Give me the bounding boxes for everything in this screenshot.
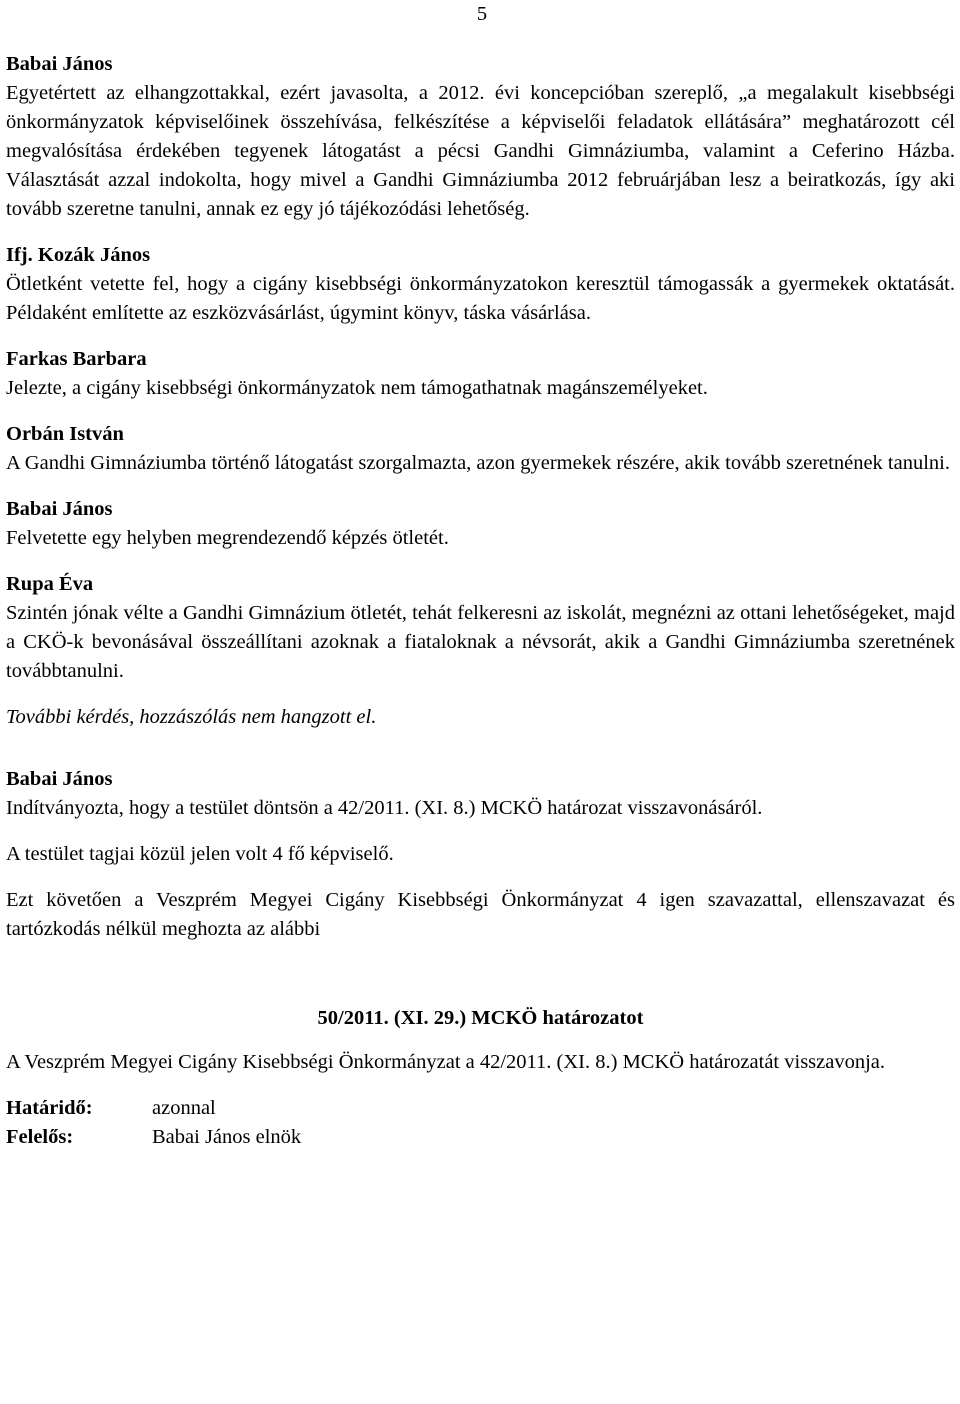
resolution-title: 50/2011. (XI. 29.) MCKÖ határozatot <box>317 1007 644 1029</box>
speaker-name: Babai János <box>6 498 113 520</box>
speech-babai-1 <box>6 50 955 224</box>
speech-babai-2 <box>6 495 955 553</box>
vote-text: Ezt követően a Veszprém Megyei Cigány Kisebbségi Önkormányzat 4 igen szavazattal, ellenszavazat és tartózkodás nélkül meghozta az alábbi <box>6 889 955 940</box>
speaker-name: Ifj. Kozák János <box>6 244 151 266</box>
resolution-text: A Veszprém Megyei Cigány Kisebbségi Önkormányzat a 42/2011. (XI. 8.) MCKÖ határozatát visszavonja. <box>6 1051 886 1073</box>
closing-note-text: További kérdés, hozzászólás nem hangzott el. <box>6 706 377 728</box>
speech-text: Egyetértett az elhangzottakkal, ezért javasolta, a 2012. évi koncepcióban szereplő, „a megalakult kisebbségi önkormányzatok képviselőinek összehívása, felkészítése a képviselői feladatok ellátására” meghatározott cél megvalósítása érdekében tegyenek látogatást a pécsi Gandhi Gimnáziumba, valamint a Ceferino Házba. Választását azzal indokolta, hogy mivel a Gandhi Gimnáziumba 2012 februárjában lesz a beiratkozás, így aki tovább szeretne tanulni, annak ez egy jó tájékozódási lehetőség. <box>6 82 955 220</box>
speaker-name: Babai János <box>6 768 113 790</box>
speech-text: Ötletként vetette fel, hogy a cigány kisebbségi önkormányzatokon keresztül támogassák a gyermekek oktatását. Példaként említette az eszközvásárlást, úgymint könyv, táska vásárlása. <box>6 273 955 324</box>
responsible-label: Felelős: <box>6 1126 74 1148</box>
deadline-label: Határidő: <box>6 1097 93 1119</box>
attendance <box>6 840 955 869</box>
responsible-row <box>6 1123 955 1152</box>
speaker-name: Rupa Éva <box>6 573 94 595</box>
closing-note <box>6 703 955 732</box>
speaker-name: Orbán István <box>6 423 124 445</box>
speech-orban <box>6 420 955 478</box>
deadline-value: azonnal <box>152 1097 216 1119</box>
speech-kozak <box>6 241 955 328</box>
deadline-row <box>6 1094 955 1123</box>
speech-text: Jelezte, a cigány kisebbségi önkormányzatok nem támogathatnak magánszemélyeket. <box>6 377 708 399</box>
document-body <box>6 50 955 1152</box>
vote <box>6 886 955 944</box>
speaker-name: Farkas Barbara <box>6 348 147 370</box>
attendance-text: A testület tagjai közül jelen volt 4 fő képviselő. <box>6 843 394 865</box>
speech-text: Felvetette egy helyben megrendezendő képzés ötletét. <box>6 527 449 549</box>
speech-rupa <box>6 570 955 686</box>
resolution-body <box>6 1048 955 1077</box>
speech-text: A Gandhi Gimnáziumba történő látogatást szorgalmazta, azon gyermekek részére, akik tovább szeretnének tanulni. <box>6 452 950 474</box>
motion-text: Indítványozta, hogy a testület döntsön a 42/2011. (XI. 8.) MCKÖ határozat visszavonásáról. <box>6 797 763 819</box>
page-number: 5 <box>476 3 488 25</box>
motion <box>6 765 955 823</box>
speech-text: Szintén jónak vélte a Gandhi Gimnázium ötletét, tehát felkeresni az iskolát, megnézni az ottani lehetőségeket, majd a CKÖ-k bevonásával összeállítani azoknak a fiataloknak a névsorát, akik a Gandhi Gimnáziumba szeretnének továbbtanulni. <box>6 602 955 682</box>
speech-farkas <box>6 345 955 403</box>
speaker-name: Babai János <box>6 53 113 75</box>
responsible-value: Babai János elnök <box>152 1126 302 1148</box>
